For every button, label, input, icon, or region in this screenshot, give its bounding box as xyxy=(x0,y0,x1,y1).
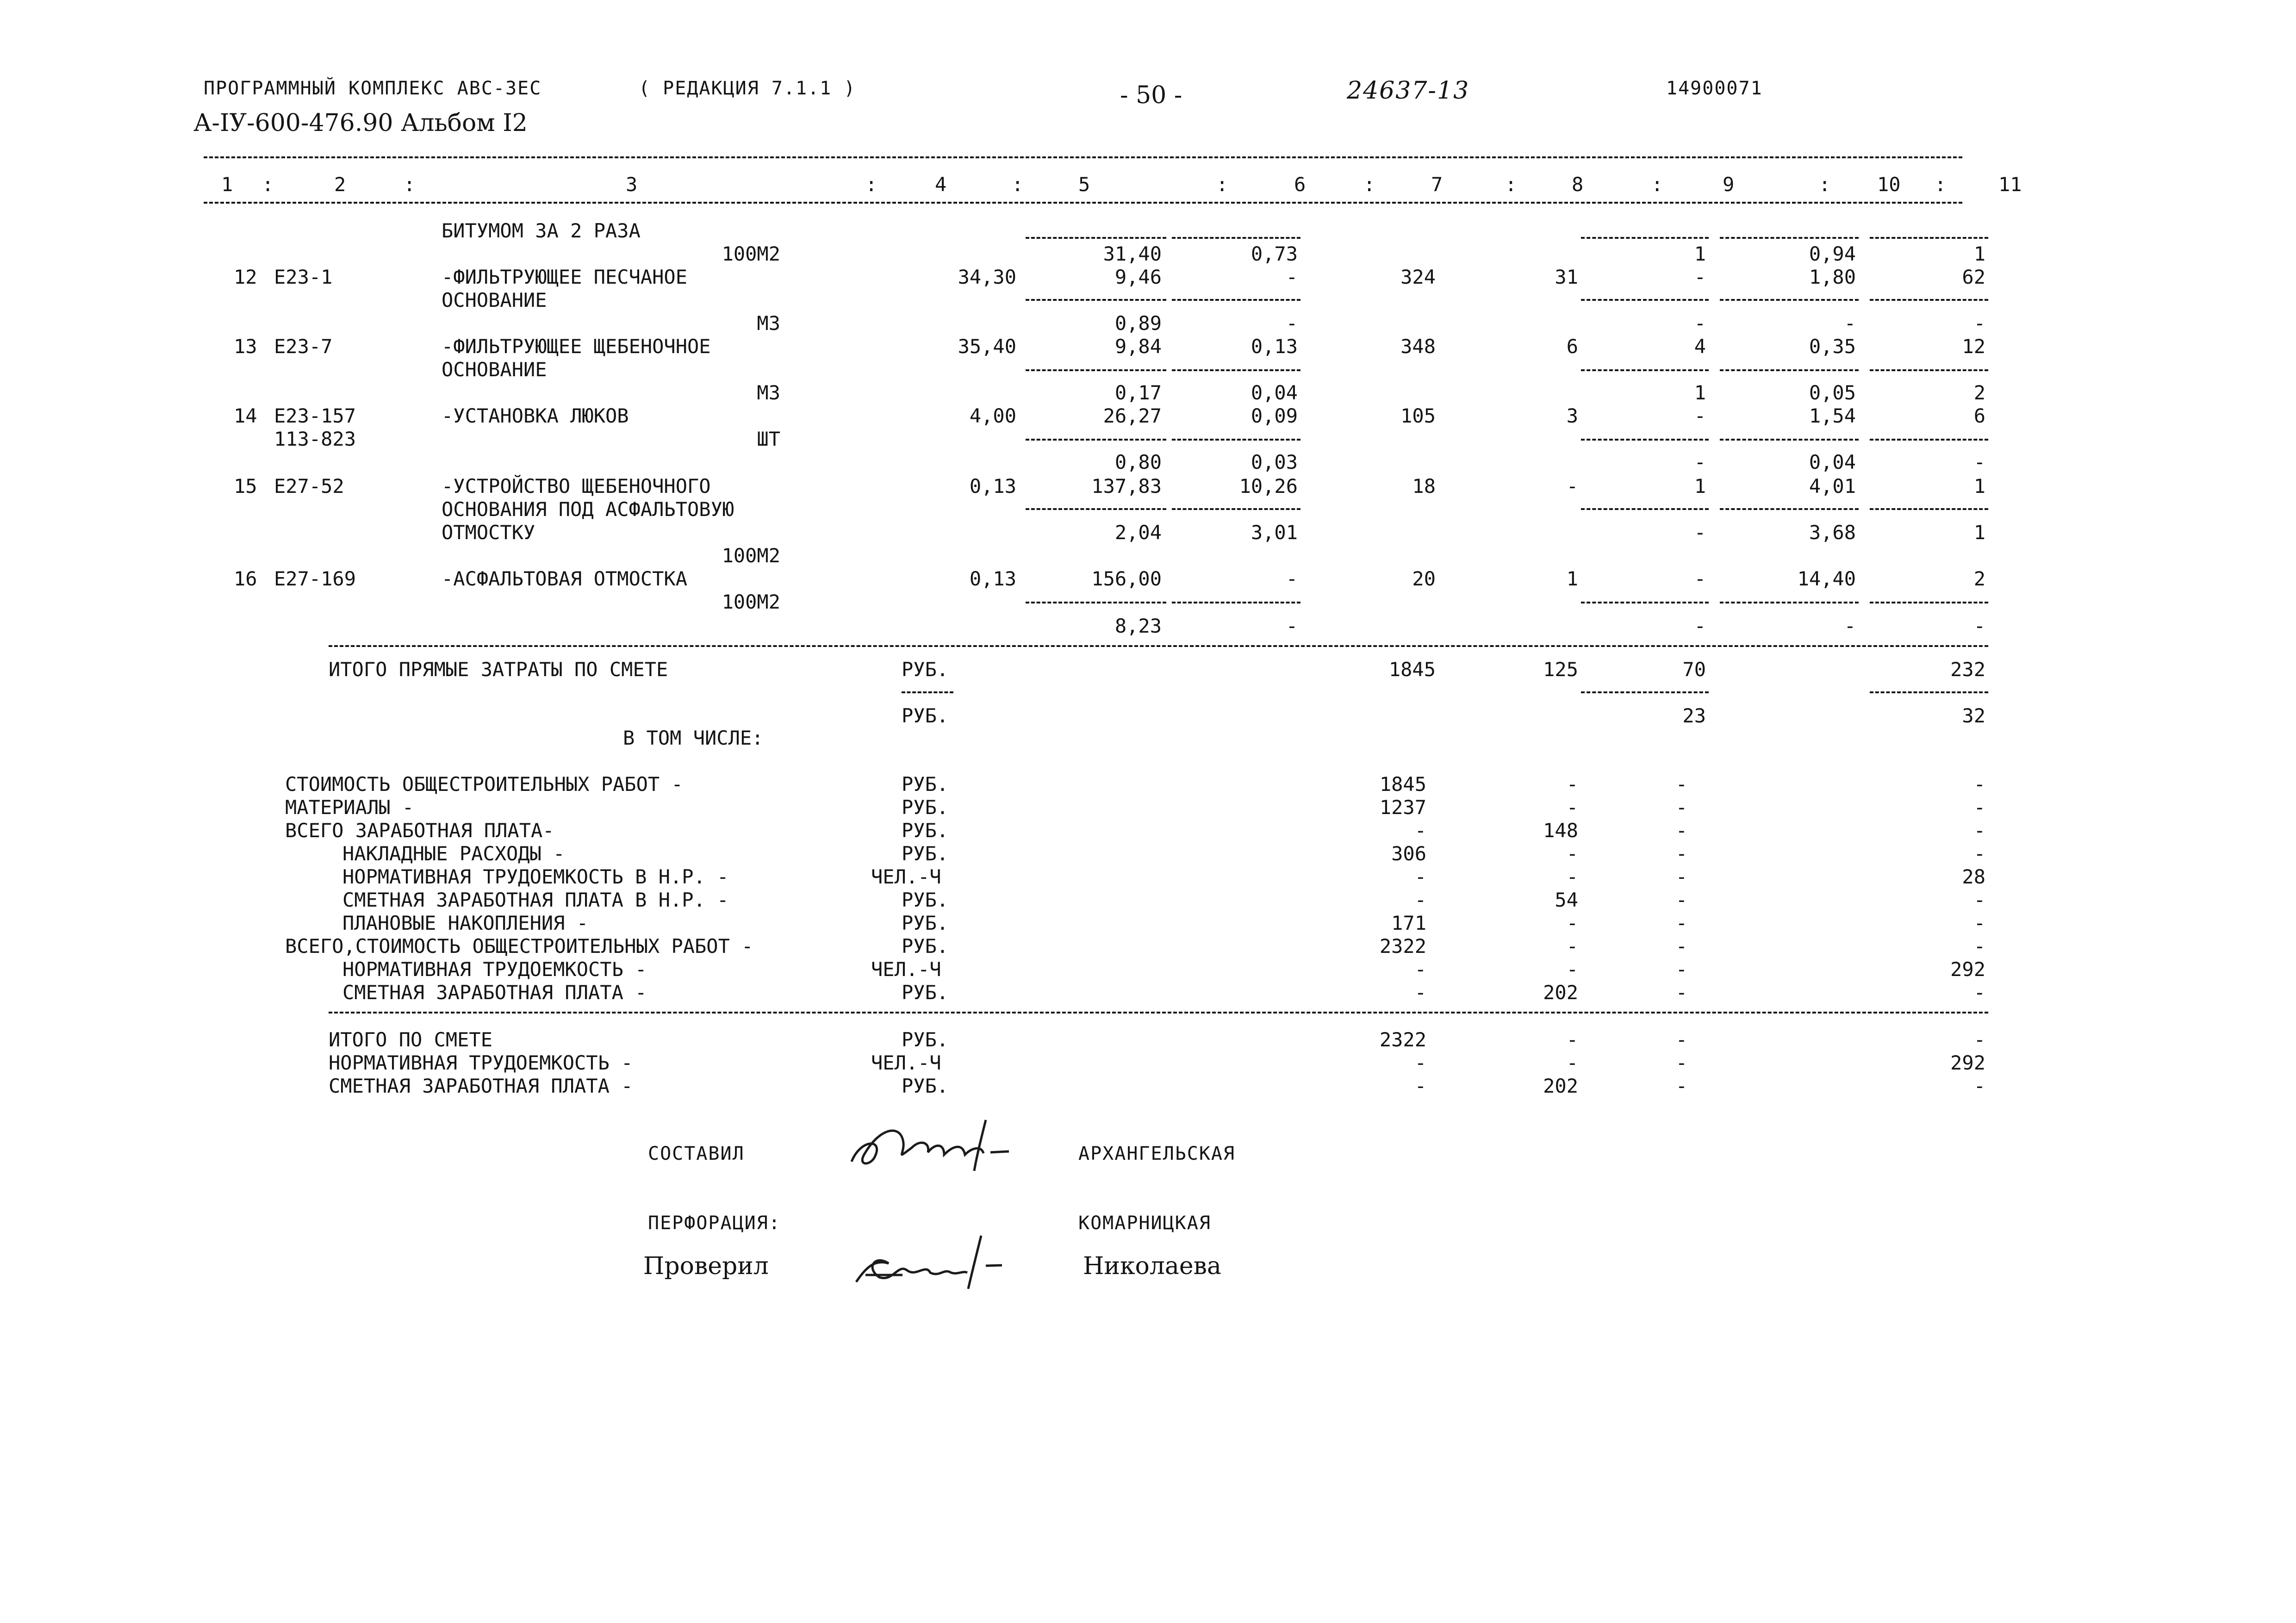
cell-c10: 14,40 xyxy=(1797,567,1856,590)
totals-top-rule xyxy=(329,645,1988,647)
cell-c8: 3 xyxy=(1566,404,1578,427)
cell-c11: - xyxy=(1973,615,1985,637)
cell-c8: - xyxy=(1566,475,1578,497)
column-number: 1 xyxy=(221,173,233,196)
cost-split-rule xyxy=(1026,299,1166,301)
breakdown-c8: - xyxy=(1566,865,1578,888)
breakdown-c11: - xyxy=(1973,819,1985,842)
cell-c9: - xyxy=(1694,266,1706,288)
cost-split-rule xyxy=(1026,508,1166,510)
checked-name: Николаева xyxy=(1083,1252,1221,1280)
direct-costs-c9-2: 23 xyxy=(1682,704,1706,727)
cell-c8: 1 xyxy=(1566,567,1578,590)
rate-code: Е27-52 xyxy=(274,475,344,497)
direct-costs-unit-2: РУБ. xyxy=(902,704,949,727)
unit-of-measure: 100М2 xyxy=(722,591,780,613)
direct-costs-unit: РУБ. xyxy=(902,658,949,681)
cell-c5: 156,00 xyxy=(1091,567,1162,590)
unit-split-rule xyxy=(902,691,953,693)
cost-split-rule xyxy=(1581,237,1709,239)
cell-c9: - xyxy=(1694,451,1706,473)
item-number: 14 xyxy=(234,404,257,427)
cell-c10: 0,35 xyxy=(1809,335,1856,358)
breakdown-c8: 202 xyxy=(1543,981,1578,1004)
breakdown-c7: 2322 xyxy=(1379,935,1426,958)
breakdown-c11: 292 xyxy=(1950,958,1985,981)
column-divider: : xyxy=(1505,173,1517,196)
final-c7: - xyxy=(1414,1075,1426,1097)
cell-c11: - xyxy=(1973,312,1985,335)
cell-c7: 20 xyxy=(1412,567,1436,590)
including-label: В ТОМ ЧИСЛЕ: xyxy=(623,727,764,749)
column-number: 2 xyxy=(334,173,346,196)
work-description: -УСТРОЙСТВО ЩЕБЕНОЧНОГО xyxy=(442,475,711,497)
cell-c4: 35,40 xyxy=(958,335,1016,358)
work-description: -УСТАНОВКА ЛЮКОВ xyxy=(442,404,629,427)
final-c9: - xyxy=(1675,1075,1687,1097)
program-name: ПРОГРАММНЫЙ КОМПЛЕКС АВС-3ЕС xyxy=(204,78,542,99)
breakdown-c8: - xyxy=(1566,912,1578,934)
document-code: 14900071 xyxy=(1666,78,1763,99)
cost-split-rule xyxy=(1870,602,1988,603)
cell-c7: 324 xyxy=(1400,266,1436,288)
signature-compiled xyxy=(842,1111,1027,1180)
rate-code: Е27-169 xyxy=(274,567,356,590)
final-unit: ЧЕЛ.-Ч xyxy=(871,1051,941,1074)
cost-split-rule xyxy=(1720,369,1859,371)
cost-split-rule xyxy=(1720,299,1859,301)
cost-split-rule xyxy=(1870,691,1988,693)
column-number: 7 xyxy=(1431,173,1443,196)
cell-c4: 34,30 xyxy=(958,266,1016,288)
breakdown-label: ПЛАНОВЫЕ НАКОПЛЕНИЯ - xyxy=(342,912,589,934)
cost-split-rule xyxy=(1026,237,1166,239)
final-c11: 292 xyxy=(1950,1051,1985,1074)
breakdown-c9: - xyxy=(1675,912,1687,934)
direct-costs-c9: 70 xyxy=(1682,658,1706,681)
breakdown-c7: 171 xyxy=(1391,912,1426,934)
unit-of-measure: М3 xyxy=(757,381,780,404)
cell-c10: - xyxy=(1844,312,1856,335)
unit-of-measure: ШТ xyxy=(757,428,780,450)
breakdown-c8: - xyxy=(1566,935,1578,958)
cost-split-rule xyxy=(1581,439,1709,441)
cost-split-rule xyxy=(1172,439,1300,441)
cost-split-rule xyxy=(1870,237,1988,239)
perforation-label: ПЕРФОРАЦИЯ: xyxy=(648,1213,781,1234)
cell-c6: 10,26 xyxy=(1239,475,1298,497)
breakdown-c7: 306 xyxy=(1391,842,1426,865)
column-number: 11 xyxy=(1998,173,2022,196)
breakdown-c11: - xyxy=(1973,935,1985,958)
direct-costs-label: ИТОГО ПРЯМЫЕ ЗАТРАТЫ ПО СМЕТЕ xyxy=(329,658,668,681)
direct-costs-c11: 232 xyxy=(1950,658,1985,681)
cell-c10: 1,54 xyxy=(1809,404,1856,427)
breakdown-label: ВСЕГО ЗАРАБОТНАЯ ПЛАТА- xyxy=(285,819,554,842)
column-divider: : xyxy=(1651,173,1663,196)
column-divider: : xyxy=(1216,173,1228,196)
cell-c5: 2,04 xyxy=(1114,521,1162,544)
work-description: -ФИЛЬТРУЮЩЕЕ ПЕСЧАНОЕ xyxy=(442,266,688,288)
cost-split-rule xyxy=(1720,237,1859,239)
work-description: -АСФАЛЬТОВАЯ ОТМОСТКА xyxy=(442,567,688,590)
breakdown-c9: - xyxy=(1675,935,1687,958)
cost-split-rule xyxy=(1026,439,1166,441)
column-divider: : xyxy=(1363,173,1375,196)
direct-costs-c11-2: 32 xyxy=(1962,704,1985,727)
cell-c9: 1 xyxy=(1694,381,1706,404)
unit-of-measure: 100М2 xyxy=(722,243,780,265)
cost-split-rule xyxy=(1581,299,1709,301)
cell-c11: 2 xyxy=(1973,381,1985,404)
column-number: 5 xyxy=(1078,173,1090,196)
cell-c9: 1 xyxy=(1694,243,1706,265)
cost-split-rule xyxy=(1720,602,1859,603)
edition: ( РЕДАКЦИЯ 7.1.1 ) xyxy=(639,78,856,99)
cell-c10: 1,80 xyxy=(1809,266,1856,288)
column-divider: : xyxy=(262,173,274,196)
breakdown-c9: - xyxy=(1675,889,1687,911)
compiled-name: АРХАНГЕЛЬСКАЯ xyxy=(1078,1143,1236,1164)
breakdown-c9: - xyxy=(1675,865,1687,888)
cost-split-rule xyxy=(1720,508,1859,510)
breakdown-c7: - xyxy=(1414,819,1426,842)
cost-split-rule xyxy=(1870,439,1988,441)
cost-split-rule xyxy=(1026,369,1166,371)
breakdown-unit: РУБ. xyxy=(902,842,949,865)
cell-c10: 0,94 xyxy=(1809,243,1856,265)
cell-c7: 105 xyxy=(1400,404,1436,427)
breakdown-unit: РУБ. xyxy=(902,912,949,934)
cell-c8: 31 xyxy=(1555,266,1578,288)
direct-costs-c8: 125 xyxy=(1543,658,1578,681)
breakdown-c8: - xyxy=(1566,842,1578,865)
cell-c6: - xyxy=(1286,615,1298,637)
breakdown-unit: РУБ. xyxy=(902,889,949,911)
cost-split-rule xyxy=(1172,508,1300,510)
cell-c5: 31,40 xyxy=(1103,243,1162,265)
final-c7: - xyxy=(1414,1051,1426,1074)
final-c7: 2322 xyxy=(1379,1028,1426,1051)
final-c11: - xyxy=(1973,1075,1985,1097)
breakdown-c11: - xyxy=(1973,981,1985,1004)
cell-c9: - xyxy=(1694,521,1706,544)
breakdown-c8: 54 xyxy=(1555,889,1578,911)
breakdown-c8: - xyxy=(1566,773,1578,796)
breakdown-c7: - xyxy=(1414,865,1426,888)
cost-split-rule xyxy=(1172,369,1300,371)
cell-c6: - xyxy=(1286,567,1298,590)
cell-c6: 0,73 xyxy=(1251,243,1298,265)
cell-c10: 3,68 xyxy=(1809,521,1856,544)
final-top-rule xyxy=(329,1012,1988,1014)
final-c9: - xyxy=(1675,1051,1687,1074)
item-number: 16 xyxy=(234,567,257,590)
cost-split-rule xyxy=(1581,691,1709,693)
cell-c9: 4 xyxy=(1694,335,1706,358)
cell-c4: 4,00 xyxy=(969,404,1016,427)
cell-c6: - xyxy=(1286,266,1298,288)
final-c8: 202 xyxy=(1543,1075,1578,1097)
cell-c11: 1 xyxy=(1973,521,1985,544)
breakdown-c9: - xyxy=(1675,958,1687,981)
cell-c9: 1 xyxy=(1694,475,1706,497)
work-description: ОСНОВАНИЕ xyxy=(442,358,547,381)
column-number: 3 xyxy=(626,173,638,196)
cell-c10: - xyxy=(1844,615,1856,637)
final-c11: - xyxy=(1973,1028,1985,1051)
cell-c5: 0,80 xyxy=(1114,451,1162,473)
cell-c6: 3,01 xyxy=(1251,521,1298,544)
cell-c5: 137,83 xyxy=(1091,475,1162,497)
column-number: 10 xyxy=(1877,173,1901,196)
cell-c11: 2 xyxy=(1973,567,1985,590)
checked-label: Проверил xyxy=(643,1252,769,1280)
cost-split-rule xyxy=(1581,369,1709,371)
breakdown-unit: РУБ. xyxy=(902,796,949,819)
cell-c11: 1 xyxy=(1973,243,1985,265)
cell-c11: 12 xyxy=(1962,335,1985,358)
breakdown-label: НОРМАТИВНАЯ ТРУДОЕМКОСТЬ В Н.Р. - xyxy=(342,865,729,888)
final-c8: - xyxy=(1566,1051,1578,1074)
column-divider: : xyxy=(1012,173,1024,196)
breakdown-label: НОРМАТИВНАЯ ТРУДОЕМКОСТЬ - xyxy=(342,958,647,981)
cell-c6: 0,04 xyxy=(1251,381,1298,404)
cell-c8: 6 xyxy=(1566,335,1578,358)
breakdown-c11: - xyxy=(1973,842,1985,865)
breakdown-c11: 28 xyxy=(1962,865,1985,888)
cell-c5: 8,23 xyxy=(1114,615,1162,637)
breakdown-c7: - xyxy=(1414,958,1426,981)
breakdown-label: СТОИМОСТЬ ОБЩЕСТРОИТЕЛЬНЫХ РАБОТ - xyxy=(285,773,683,796)
breakdown-unit: РУБ. xyxy=(902,819,949,842)
cost-split-rule xyxy=(1720,439,1859,441)
cost-split-rule xyxy=(1870,508,1988,510)
cell-c11: - xyxy=(1973,451,1985,473)
breakdown-c7: 1845 xyxy=(1379,773,1426,796)
cell-c6: 0,13 xyxy=(1251,335,1298,358)
cell-c10: 0,05 xyxy=(1809,381,1856,404)
work-description: -ФИЛЬТРУЮЩЕЕ ЩЕБЕНОЧНОЕ xyxy=(442,335,711,358)
cell-c4: 0,13 xyxy=(969,567,1016,590)
breakdown-c7: 1237 xyxy=(1379,796,1426,819)
perforation-name: КОМАРНИЦКАЯ xyxy=(1078,1213,1211,1234)
item-number: 13 xyxy=(234,335,257,358)
document-number: 24637-13 xyxy=(1347,77,1470,105)
cell-c7: 18 xyxy=(1412,475,1436,497)
breakdown-label: МАТЕРИАЛЫ - xyxy=(285,796,414,819)
breakdown-c8: - xyxy=(1566,958,1578,981)
cell-c10: 0,04 xyxy=(1809,451,1856,473)
breakdown-label: НАКЛАДНЫЕ РАСХОДЫ - xyxy=(342,842,565,865)
breakdown-c7: - xyxy=(1414,889,1426,911)
cost-split-rule xyxy=(1172,237,1300,239)
breakdown-c9: - xyxy=(1675,981,1687,1004)
column-divider: : xyxy=(1935,173,1947,196)
column-divider: : xyxy=(1819,173,1831,196)
rate-code: Е23-1 xyxy=(274,266,333,288)
rate-code: 113-823 xyxy=(274,428,356,450)
cell-c7: 348 xyxy=(1400,335,1436,358)
breakdown-c11: - xyxy=(1973,889,1985,911)
breakdown-c7: - xyxy=(1414,981,1426,1004)
cell-c9: - xyxy=(1694,404,1706,427)
column-divider: : xyxy=(404,173,416,196)
cell-c6: - xyxy=(1286,312,1298,335)
work-description: ОСНОВАНИЕ xyxy=(442,289,547,311)
compiled-label: СОСТАВИЛ xyxy=(648,1143,745,1164)
breakdown-label: СМЕТНАЯ ЗАРАБОТНАЯ ПЛАТА В Н.Р. - xyxy=(342,889,729,911)
cell-c10: 4,01 xyxy=(1809,475,1856,497)
cell-c11: 6 xyxy=(1973,404,1985,427)
signature-checked xyxy=(847,1226,1014,1296)
breakdown-c9: - xyxy=(1675,819,1687,842)
cost-split-rule xyxy=(1581,508,1709,510)
item-number: 12 xyxy=(234,266,257,288)
cell-c5: 9,46 xyxy=(1114,266,1162,288)
breakdown-c9: - xyxy=(1675,842,1687,865)
breakdown-c8: 148 xyxy=(1543,819,1578,842)
final-unit: РУБ. xyxy=(902,1075,949,1097)
cell-c5: 9,84 xyxy=(1114,335,1162,358)
column-number: 9 xyxy=(1723,173,1735,196)
cost-split-rule xyxy=(1870,299,1988,301)
breakdown-c11: - xyxy=(1973,796,1985,819)
cost-split-rule xyxy=(1172,602,1300,603)
breakdown-c11: - xyxy=(1973,773,1985,796)
column-number: 6 xyxy=(1294,173,1306,196)
column-number: 4 xyxy=(935,173,947,196)
cell-c9: - xyxy=(1694,312,1706,335)
breakdown-unit: РУБ. xyxy=(902,935,949,958)
cell-c9: - xyxy=(1694,567,1706,590)
breakdown-unit: РУБ. xyxy=(902,773,949,796)
breakdown-unit: ЧЕЛ.-Ч xyxy=(871,958,941,981)
cell-c5: 0,89 xyxy=(1114,312,1162,335)
breakdown-c9: - xyxy=(1675,796,1687,819)
cost-split-rule xyxy=(1172,299,1300,301)
cell-c5: 26,27 xyxy=(1103,404,1162,427)
cell-c11: 1 xyxy=(1973,475,1985,497)
final-label: ИТОГО ПО СМЕТЕ xyxy=(329,1028,493,1051)
cell-c4: 0,13 xyxy=(969,475,1016,497)
cost-split-rule xyxy=(1026,602,1166,603)
final-label: СМЕТНАЯ ЗАРАБОТНАЯ ПЛАТА - xyxy=(329,1075,633,1097)
final-label: НОРМАТИВНАЯ ТРУДОЕМКОСТЬ - xyxy=(329,1051,633,1074)
unit-of-measure: 100М2 xyxy=(722,544,780,567)
cost-split-rule xyxy=(1581,602,1709,603)
column-divider: : xyxy=(865,173,877,196)
album-title: А-IУ-600-476.90 Альбом I2 xyxy=(193,109,528,137)
unit-of-measure: М3 xyxy=(757,312,780,335)
breakdown-unit: ЧЕЛ.-Ч xyxy=(871,865,941,888)
page-number: - 50 - xyxy=(1120,81,1182,109)
breakdown-c9: - xyxy=(1675,773,1687,796)
work-description: ОТМОСТКУ xyxy=(442,521,535,544)
cost-split-rule xyxy=(1870,369,1988,371)
item-number: 15 xyxy=(234,475,257,497)
final-c9: - xyxy=(1675,1028,1687,1051)
rate-code: Е23-157 xyxy=(274,404,356,427)
breakdown-unit: РУБ. xyxy=(902,981,949,1004)
rate-code: Е23-7 xyxy=(274,335,333,358)
breakdown-c8: - xyxy=(1566,796,1578,819)
cell-c5: 0,17 xyxy=(1114,381,1162,404)
breakdown-label: СМЕТНАЯ ЗАРАБОТНАЯ ПЛАТА - xyxy=(342,981,647,1004)
cell-c6: 0,03 xyxy=(1251,451,1298,473)
breakdown-c11: - xyxy=(1973,912,1985,934)
direct-costs-c7: 1845 xyxy=(1388,658,1436,681)
breakdown-label: ВСЕГО,СТОИМОСТЬ ОБЩЕСТРОИТЕЛЬНЫХ РАБОТ - xyxy=(285,935,753,958)
cell-c9: - xyxy=(1694,615,1706,637)
cell-c11: 62 xyxy=(1962,266,1985,288)
cell-c6: 0,09 xyxy=(1251,404,1298,427)
column-number: 8 xyxy=(1572,173,1584,196)
final-unit: РУБ. xyxy=(902,1028,949,1051)
final-c8: - xyxy=(1566,1028,1578,1051)
work-description: БИТУМОМ ЗА 2 РАЗА xyxy=(442,219,641,242)
work-description: ОСНОВАНИЯ ПОД АСФАЛЬТОВУЮ xyxy=(442,498,734,521)
